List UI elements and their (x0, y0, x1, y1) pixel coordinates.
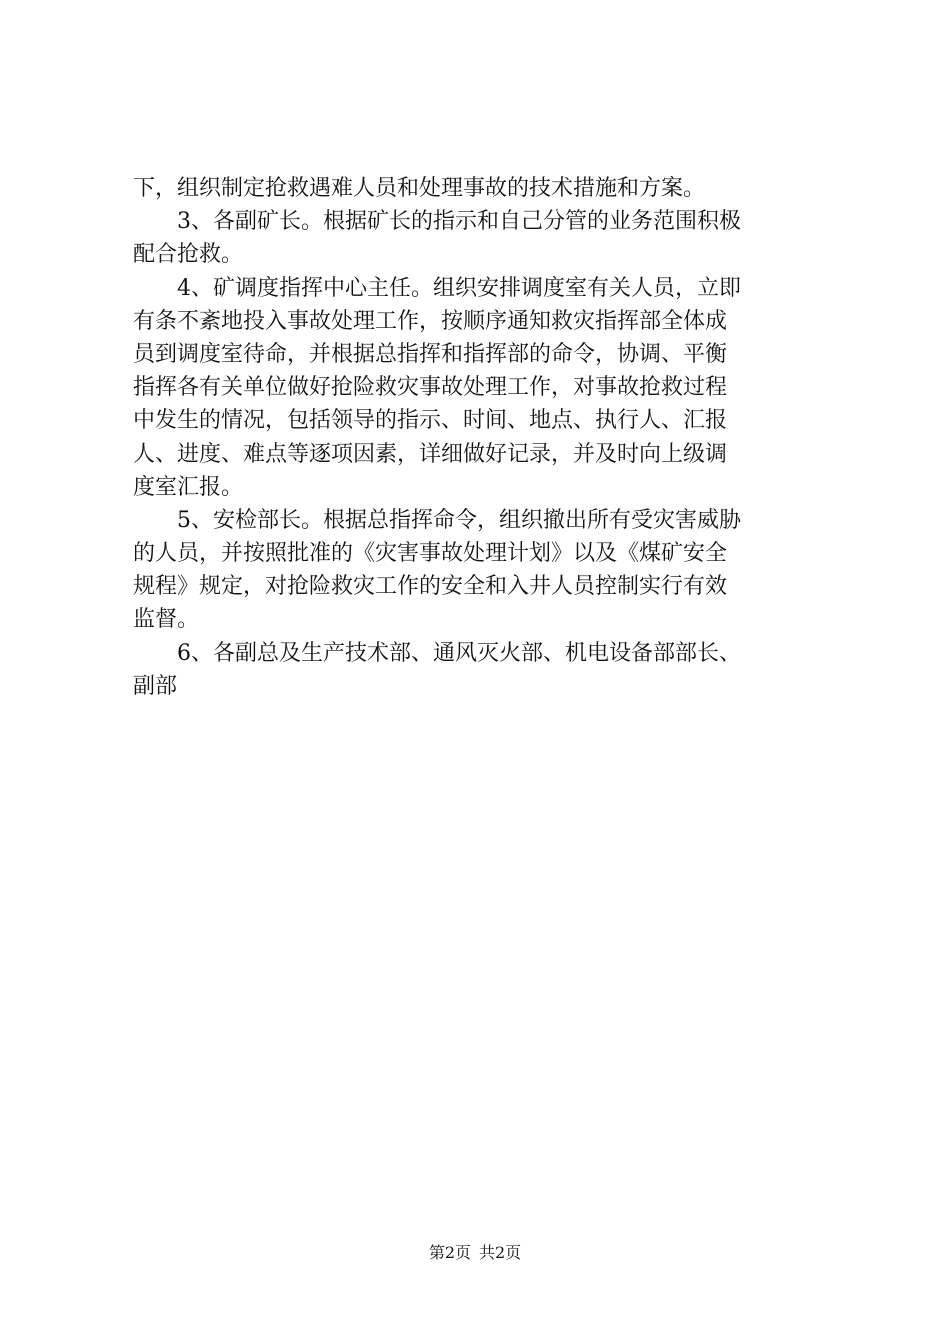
text-line: 监督。 (133, 607, 200, 633)
page-total: 共2页 (479, 1243, 522, 1262)
page-number: 第2页 (428, 1243, 471, 1262)
text-line: 人、进度、难点等逐项因素，详细做好记录，并及时向上级调 (133, 441, 728, 467)
document-body (133, 172, 833, 703)
text-line: 指挥各有关单位做好抢险救灾事故处理工作，对事故抢救过程 (133, 375, 728, 401)
text-line: 4、矿调度指挥中心主任。组织安排调度室有关人员，立即 (133, 275, 741, 301)
text-line: 配合抢救。 (133, 242, 244, 268)
text-line: 3、各副矿长。根据矿长的指示和自己分管的业务范围积极 (133, 209, 741, 235)
text-line: 度室汇报。 (133, 474, 244, 500)
text-line: 5、安检部长。根据总指挥命令，组织撤出所有受灾害威胁 (133, 507, 741, 533)
page-footer (0, 1243, 950, 1263)
text-line: 的人员，并按照批准的《灾害事故处理计划》以及《煤矿安全 (133, 541, 728, 567)
text-line: 规程》规定，对抢险救灾工作的安全和入井人员控制实行有效 (133, 574, 728, 600)
text-line: 员到调度室待命，并根据总指挥和指挥部的命令，协调、平衡 (133, 341, 728, 367)
text-line: 中发生的情况，包括领导的指示、时间、地点、执行人、汇报 (133, 408, 728, 434)
text-line: 下，组织制定抢救遇难人员和处理事故的技术措施和方案。 (133, 176, 706, 201)
text-line: 有条不紊地投入事故处理工作，按顺序通知救灾指挥部全体成 (133, 308, 728, 334)
text-line: 副部 (133, 673, 178, 699)
text-line: 6、各副总及生产技术部、通风灭火部、机电设备部部长、 (133, 640, 741, 666)
